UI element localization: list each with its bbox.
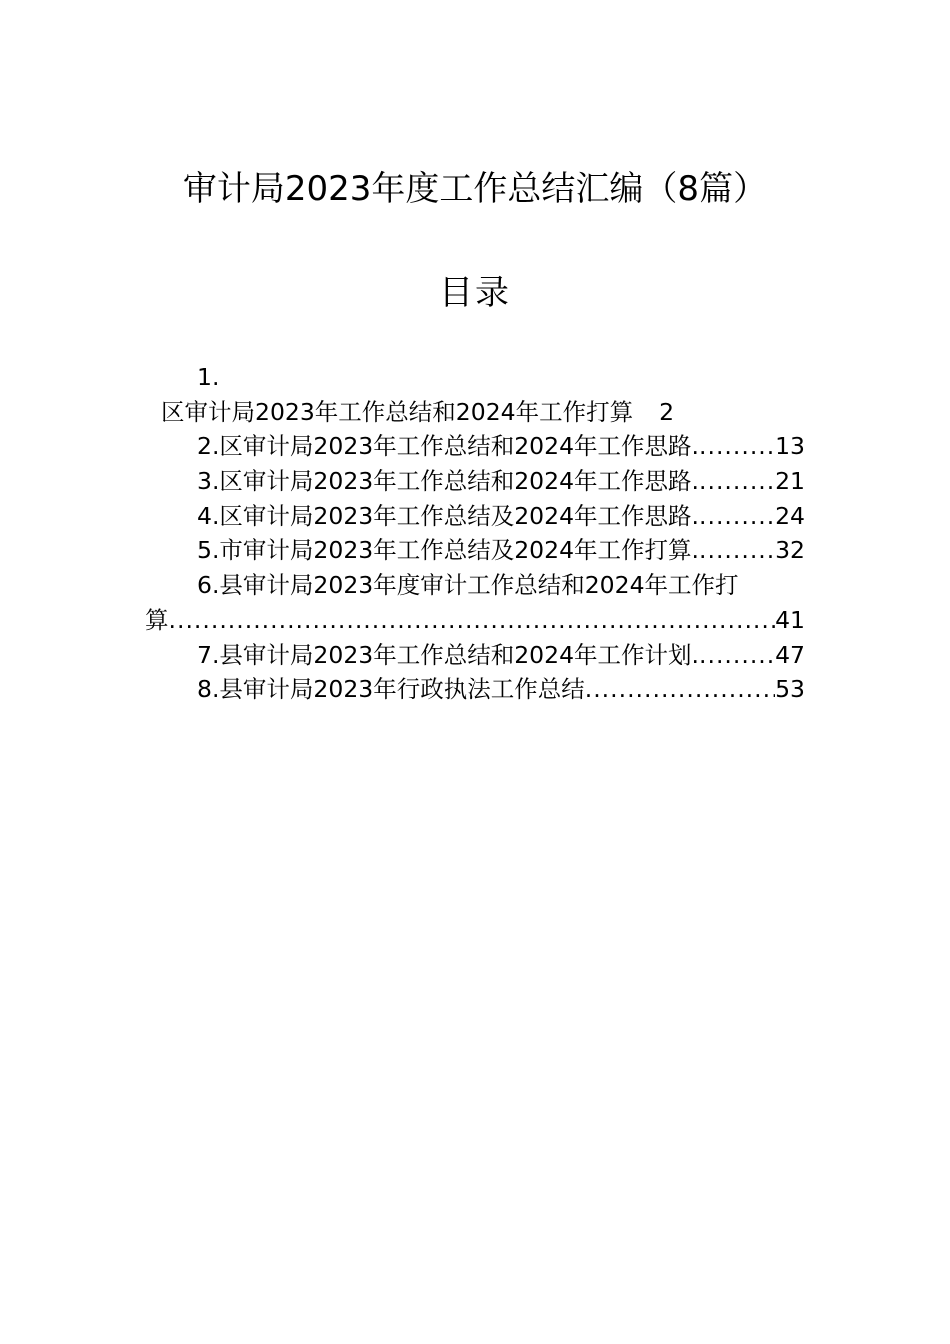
toc-leader-dots: [699, 499, 775, 534]
toc-entry-title-continuation: 算: [145, 605, 169, 634]
toc-entry-number: 1.: [197, 363, 220, 391]
toc-entry-title: 市审计局2023年工作总结及2024年工作打算.: [219, 536, 700, 565]
toc-entry-1-number-line[interactable]: [145, 360, 805, 395]
toc-leader-dots: [585, 672, 775, 707]
toc-entry-title: 区审计局2023年工作总结和2024年工作思路.: [219, 432, 700, 461]
toc-entry-5[interactable]: [145, 533, 805, 568]
toc-entry-title: 县审计局2023年行政执法工作总结: [219, 675, 585, 704]
toc-entry-6[interactable]: [145, 568, 805, 603]
toc-leader-dots: [169, 603, 776, 638]
toc-leader-dots: [699, 464, 775, 499]
toc-leader-dots: [699, 429, 775, 464]
toc-entry-title: 区审计局2023年工作总结和2024年工作打算: [161, 397, 634, 426]
toc-entry-number: 8.: [197, 675, 220, 704]
table-of-contents: [145, 360, 805, 707]
toc-entry-number: 5.: [197, 536, 220, 565]
toc-entry-page: 41: [775, 605, 805, 634]
toc-entry-7[interactable]: [145, 638, 805, 673]
toc-entry-title: 县审计局2023年度审计工作总结和2024年工作打: [219, 571, 739, 600]
toc-entry-6-continuation[interactable]: [145, 603, 805, 638]
toc-entry-number: 4.: [197, 501, 220, 530]
toc-entry-number: 7.: [197, 640, 220, 669]
toc-entry-4[interactable]: [145, 499, 805, 534]
toc-entry-page: 53: [775, 675, 805, 704]
toc-entry-number: 6.: [197, 571, 220, 600]
document-title: 审计局2023年度工作总结汇编（8篇）: [182, 169, 768, 209]
toc-entry-1[interactable]: [145, 395, 805, 430]
toc-entry-page: 21: [775, 467, 805, 496]
toc-entry-page: 32: [775, 536, 805, 565]
toc-entry-page: 2: [659, 397, 675, 426]
toc-leader-dots: [699, 638, 775, 673]
toc-entry-number: 3.: [197, 467, 220, 496]
toc-entry-page: 24: [775, 501, 805, 530]
toc-entry-number: 2.: [197, 432, 220, 461]
toc-entry-title: 县审计局2023年工作总结和2024年工作计划.: [219, 640, 700, 669]
toc-entry-page: 47: [775, 640, 805, 669]
toc-heading: 目录: [439, 273, 511, 313]
toc-entry-page: 13: [775, 432, 805, 461]
toc-leader-dots: [699, 533, 775, 568]
toc-entry-title: 区审计局2023年工作总结及2024年工作思路.: [219, 501, 700, 530]
toc-entry-2[interactable]: [145, 429, 805, 464]
toc-entry-8[interactable]: [145, 672, 805, 707]
toc-entry-title: 区审计局2023年工作总结和2024年工作思路.: [219, 467, 700, 496]
toc-entry-3[interactable]: [145, 464, 805, 499]
